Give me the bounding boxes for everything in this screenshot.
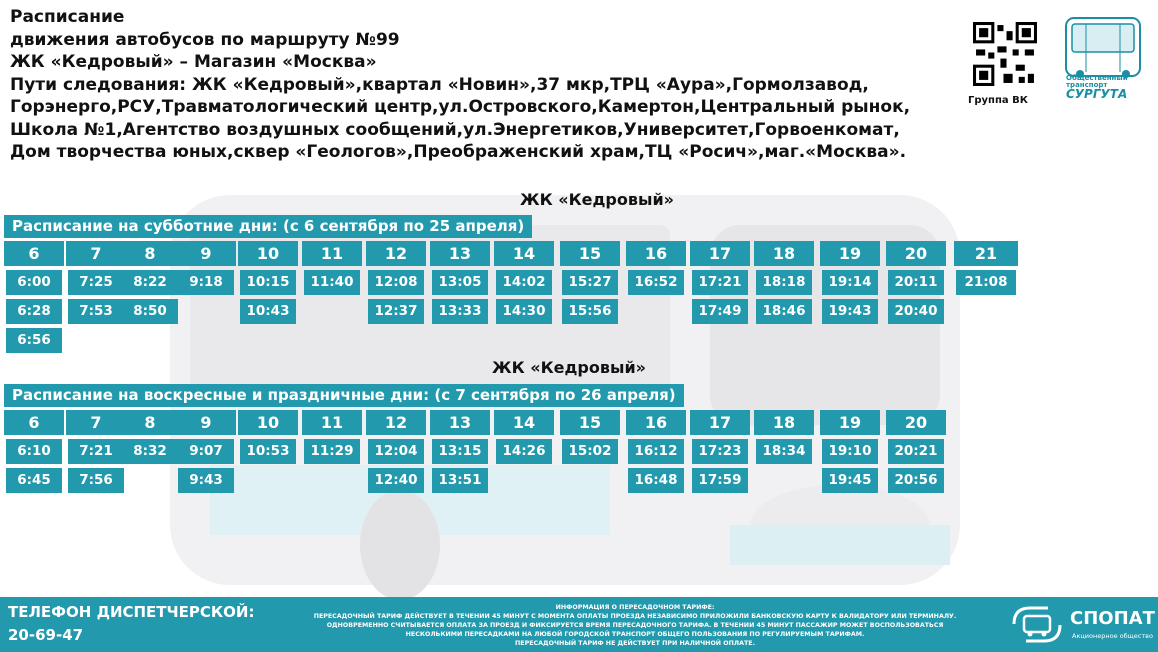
header-endpoints: ЖК «Кедровый» – Магазин «Москва» — [10, 52, 377, 72]
hour-header: 8 — [120, 410, 180, 435]
departure-time: 18:18 — [756, 270, 812, 295]
departure-time: 15:02 — [562, 439, 618, 464]
hour-header: 10 — [238, 410, 298, 435]
departure-time: 13:33 — [432, 299, 488, 324]
departure-time: 17:59 — [692, 468, 748, 493]
hour-header: 20 — [886, 410, 946, 435]
departure-time: 8:32 — [122, 439, 178, 464]
departure-time: 19:43 — [822, 299, 878, 324]
footer — [0, 597, 1158, 652]
departure-time: 12:08 — [368, 270, 424, 295]
hour-header: 14 — [494, 410, 554, 435]
departure-time: 13:15 — [432, 439, 488, 464]
hour-header: 8 — [120, 241, 180, 266]
departure-time: 16:52 — [628, 270, 684, 295]
hour-header: 6 — [4, 241, 64, 266]
departure-time: 16:48 — [628, 468, 684, 493]
header-title: Расписание — [10, 7, 125, 27]
bus-route-icon — [1008, 602, 1066, 647]
departure-time: 19:14 — [822, 270, 878, 295]
departure-time: 10:43 — [240, 299, 296, 324]
hour-header: 12 — [366, 410, 426, 435]
departure-time: 19:10 — [822, 439, 878, 464]
departure-time: 20:21 — [888, 439, 944, 464]
departure-time: 7:21 — [68, 439, 124, 464]
hour-header: 10 — [238, 241, 298, 266]
departure-time: 9:07 — [178, 439, 234, 464]
departure-time: 17:23 — [692, 439, 748, 464]
departure-time: 15:56 — [562, 299, 618, 324]
info-line: ПЕРЕСАДОЧНЫЙ ТАРИФ ДЕЙСТВУЕТ В ТЕЧЕНИИ 45 МИНУТ С МОМЕНТА ОПЛАТЫ ПРОЕЗДА НЕЗАВИСИМО ПРИЛОЖИЛИ БАНКОВСКУЮ КАРТУ К ВАЛИДАТОРУ ИЛИ ТЕРМИНАЛУ. — [313, 613, 957, 621]
departure-time: 11:40 — [304, 270, 360, 295]
saturday-title: Расписание на субботние дни: (с 6 сентября по 25 апреля) — [4, 215, 532, 238]
departure-time: 18:46 — [756, 299, 812, 324]
logo-text-2: транспорт — [1066, 81, 1108, 89]
hour-header: 13 — [430, 241, 490, 266]
departure-time: 12:04 — [368, 439, 424, 464]
departure-time: 14:26 — [496, 439, 552, 464]
hour-header: 20 — [886, 241, 946, 266]
departure-time: 8:50 — [122, 299, 178, 324]
hour-header: 19 — [820, 410, 880, 435]
header-route: движения автобусов по маршруту №99 — [10, 29, 400, 50]
departure-time: 11:29 — [304, 439, 360, 464]
info-line: НЕСКОЛЬКИМИ ПЕРЕСАДКАМИ НА ЛЮБОЙ ГОРОДСКОЙ ТРАНСПОРТ ОБЩЕГО ПОЛЬЗОВАНИЯ ПО РЕГУЛИРУЕМЫМ ТАРИФАМ. — [405, 631, 865, 639]
departure-time: 6:45 — [6, 468, 62, 493]
header-path-2: Горэнерго,РСУ,Травматологический центр,ул.Островского,Камертон,Центральный рынок, — [10, 97, 911, 117]
departure-time: 10:15 — [240, 270, 296, 295]
hour-header: 17 — [690, 241, 750, 266]
departure-time: 17:21 — [692, 270, 748, 295]
hour-header: 18 — [754, 241, 814, 266]
hour-header: 7 — [66, 241, 126, 266]
departure-time: 7:25 — [68, 270, 124, 295]
departure-time: 21:08 — [956, 270, 1016, 295]
hour-header: 18 — [754, 410, 814, 435]
dispatcher-phone-number[interactable]: 20-69-47 — [8, 626, 84, 644]
departure-time: 6:28 — [6, 299, 62, 324]
departure-time: 15:27 — [562, 270, 618, 295]
departure-time: 9:18 — [178, 270, 234, 295]
header-path-3: Школа №1,Агентство воздушных сообщений,ул.Энергетиков,Университет,Горвоенкомат, — [10, 119, 900, 140]
saturday-stop-label: ЖК «Кедровый» — [520, 190, 675, 209]
dispatcher-phone-title: ТЕЛЕФОН ДИСПЕТЧЕРСКОЙ: — [8, 603, 255, 621]
hour-header: 15 — [560, 410, 620, 435]
header-path-1: Пути следования: ЖК «Кедровый»,квартал «Новин»,37 мкр,ТРЦ «Аура»,Гормолзавод, — [10, 74, 869, 95]
hour-header: 15 — [560, 241, 620, 266]
sunday-title: Расписание на воскресные и праздничные дни: (с 7 сентября по 26 апреля) — [4, 384, 684, 407]
departure-time: 16:12 — [628, 439, 684, 464]
logo-text-3: СУРГУТА — [1066, 87, 1128, 101]
departure-time: 6:00 — [6, 270, 62, 295]
departure-time: 20:40 — [888, 299, 944, 324]
hour-header: 16 — [626, 241, 686, 266]
departure-time: 10:53 — [240, 439, 296, 464]
hour-header: 11 — [302, 410, 362, 435]
departure-time: 20:56 — [888, 468, 944, 493]
departure-time: 7:56 — [68, 468, 124, 493]
company-subtitle: Акционерное общество — [1072, 632, 1153, 640]
hour-header: 11 — [302, 241, 362, 266]
departure-time: 13:51 — [432, 468, 488, 493]
departure-time: 12:37 — [368, 299, 424, 324]
departure-time: 13:05 — [432, 270, 488, 295]
header-path-4: Дом творчества юных,сквер «Геологов»,Преображенский храм,ТЦ «Росич»,маг.«Москва». — [10, 142, 907, 162]
hour-header: 21 — [954, 241, 1018, 266]
departure-time: 17:49 — [692, 299, 748, 324]
departure-time: 8:22 — [122, 270, 178, 295]
departure-time: 19:45 — [822, 468, 878, 493]
hour-header: 9 — [176, 410, 236, 435]
logo-text-1: Общественный — [1066, 74, 1128, 82]
departure-time: 20:11 — [888, 270, 944, 295]
hour-header: 16 — [626, 410, 686, 435]
hour-header: 17 — [690, 410, 750, 435]
hour-header: 9 — [176, 241, 236, 266]
departure-time: 18:34 — [756, 439, 812, 464]
departure-time: 6:10 — [6, 439, 62, 464]
departure-time: 6:56 — [6, 328, 62, 353]
info-line: ОДНОВРЕМЕННО СЧИТЫВАЕТСЯ ОПЛАТА ЗА ПРОЕЗД И ФИКСИРУЕТСЯ ВРЕМЯ ПЕРЕСАДОЧНОГО ТАРИФА. В ТЕЧЕНИИ 45 МИНУТ ПАССАЖИР МОЖЕТ ВОСПОЛЬЗОВАТЬСЯ — [326, 622, 944, 630]
hour-header: 19 — [820, 241, 880, 266]
hour-header: 6 — [4, 410, 64, 435]
info-line: ИНФОРМАЦИЯ О ПЕРЕСАДОЧНОМ ТАРИФЕ: — [555, 604, 715, 611]
hour-header: 7 — [66, 410, 126, 435]
departure-time: 14:30 — [496, 299, 552, 324]
schedule-header — [10, 6, 950, 164]
qr-code-icon[interactable] — [973, 22, 1037, 86]
hour-header: 12 — [366, 241, 426, 266]
departure-time: 12:40 — [368, 468, 424, 493]
qr-label: Группа ВК — [968, 95, 1028, 106]
transfer-tariff-info — [270, 603, 1000, 648]
company-name: СПОПАТ — [1070, 608, 1155, 629]
hour-header: 14 — [494, 241, 554, 266]
departure-time: 14:02 — [496, 270, 552, 295]
info-line: ПЕРЕСАДОЧНЫЙ ТАРИФ НЕ ДЕЙСТВУЕТ ПРИ НАЛИЧНОЙ ОПЛАТЕ. — [515, 640, 755, 648]
hour-header: 13 — [430, 410, 490, 435]
departure-time: 7:53 — [68, 299, 124, 324]
departure-time: 9:43 — [178, 468, 234, 493]
sunday-stop-label: ЖК «Кедровый» — [492, 358, 647, 377]
